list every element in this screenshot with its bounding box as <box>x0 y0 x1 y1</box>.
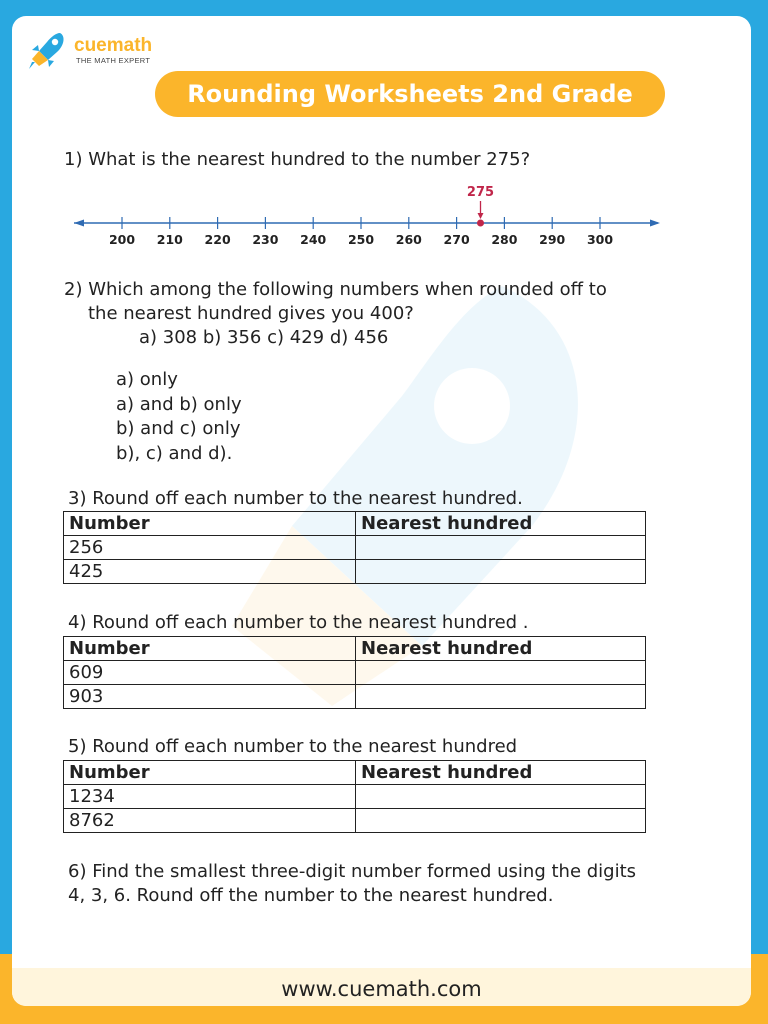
question-3: 3) Round off each number to the nearest hundred. <box>68 488 523 509</box>
answer-cell[interactable] <box>356 685 646 709</box>
question-2-options <box>116 368 242 466</box>
question-2 <box>64 278 607 350</box>
number-cell: 256 <box>64 536 356 560</box>
worksheet-page <box>12 16 751 1006</box>
answer-cell[interactable] <box>356 809 646 833</box>
question-6-line-1: 6) Find the smallest three-digit number formed using the digits <box>68 861 637 882</box>
question-6-line-2: 4, 3, 6. Round off the number to the nearest hundred. <box>68 885 554 906</box>
answer-cell[interactable] <box>356 785 646 809</box>
header-number: Number <box>64 512 356 536</box>
marker-dot <box>477 220 484 227</box>
tick-label: 290 <box>539 232 566 247</box>
number-cell: 609 <box>64 661 356 685</box>
left-arrow-icon <box>74 220 84 227</box>
answer-cell[interactable] <box>356 661 646 685</box>
tick-label: 210 <box>156 232 183 247</box>
question-4-table <box>63 636 646 709</box>
header-number: Number <box>64 761 356 785</box>
question-5: 5) Round off each number to the nearest hundred <box>68 736 518 757</box>
question-1: 1) What is the nearest hundred to the number 275? <box>64 149 531 170</box>
marker-arrow-icon <box>478 213 484 219</box>
table-row <box>64 560 646 584</box>
header-number: Number <box>64 637 356 661</box>
header-nearest-hundred: Nearest hundred <box>356 637 646 661</box>
brand-tagline: THE MATH EXPERT <box>76 55 151 65</box>
table-row <box>64 809 646 833</box>
tick-label: 220 <box>204 232 231 247</box>
website-link[interactable]: www.cuemath.com <box>281 977 482 1001</box>
number-cell: 8762 <box>64 809 356 833</box>
question-6 <box>68 860 636 908</box>
answer-cell[interactable] <box>356 560 646 584</box>
rocket-logo-icon <box>26 30 68 70</box>
table-header-row <box>64 512 646 536</box>
right-arrow-icon <box>650 220 660 227</box>
tick-label: 270 <box>443 232 470 247</box>
tick-label: 300 <box>586 232 614 247</box>
tick-label: 260 <box>395 232 422 247</box>
tick-label: 200 <box>108 232 136 247</box>
option-d: b), c) and d). <box>116 442 233 464</box>
worksheet-title: Rounding Worksheets 2nd Grade <box>155 71 665 117</box>
question-2-line-1: 2) Which among the following numbers when rounded off to <box>64 279 607 300</box>
marker-label: 275 <box>466 185 495 200</box>
number-cell: 903 <box>64 685 356 709</box>
option-b: a) and b) only <box>116 393 242 415</box>
number-cell: 425 <box>64 560 356 584</box>
tick-label: 250 <box>347 232 375 247</box>
table-header-row <box>64 637 646 661</box>
tick-label: 240 <box>300 232 327 247</box>
cuemath-logo <box>26 30 152 70</box>
option-c: b) and c) only <box>116 418 241 439</box>
table-row <box>64 785 646 809</box>
question-2-line-2: the nearest hundred gives you 400? <box>88 303 414 324</box>
header-nearest-hundred: Nearest hundred <box>356 512 646 536</box>
table-row <box>64 661 646 685</box>
number-line <box>72 181 672 261</box>
table-row <box>64 685 646 709</box>
tick-label: 280 <box>491 232 518 247</box>
answer-cell[interactable] <box>356 536 646 560</box>
brand-name: cuemath <box>74 34 153 56</box>
question-5-table <box>63 760 646 833</box>
table-header-row <box>64 761 646 785</box>
question-4: 4) Round off each number to the nearest hundred . <box>68 612 529 633</box>
tick-label: 230 <box>252 232 279 247</box>
question-2-choices: a) 308 b) 356 c) 429 d) 456 <box>139 327 389 348</box>
header-nearest-hundred: Nearest hundred <box>356 761 646 785</box>
table-row <box>64 536 646 560</box>
option-a: a) only <box>116 369 178 390</box>
question-3-table <box>63 511 646 584</box>
number-cell: 1234 <box>64 785 356 809</box>
